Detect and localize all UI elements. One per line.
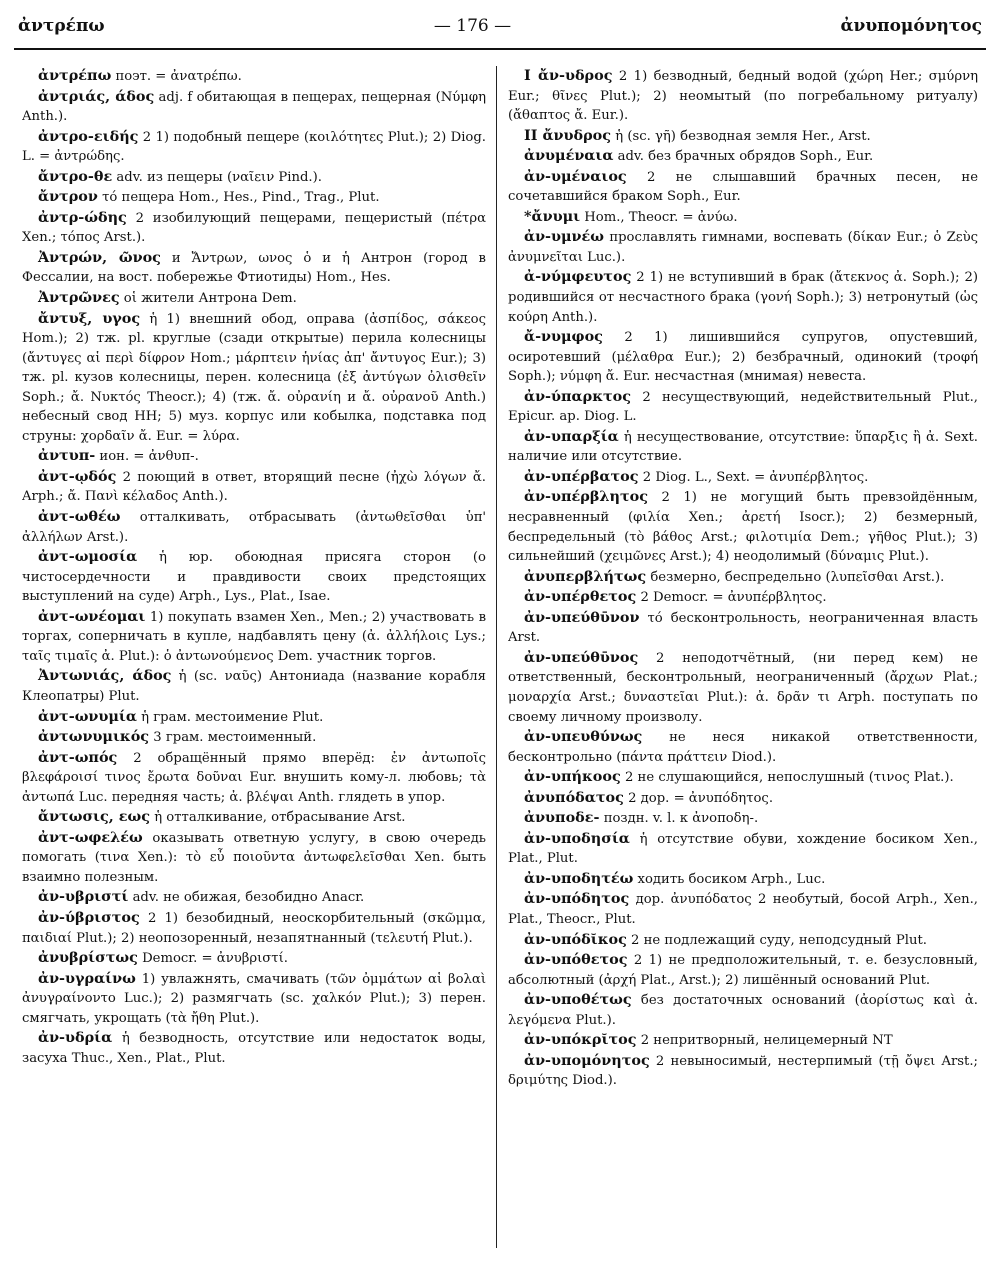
headword: ἀν-ύβριστος — [38, 908, 140, 926]
headword: ἀν-υπομόνητος — [524, 1051, 650, 1069]
definition: безмерно, беспредельно (λυπεῖσθαι Arst.). — [646, 569, 945, 585]
headword: ἀντ-ωπός — [38, 748, 118, 766]
headword: ἀν-υπέρθετος — [524, 588, 637, 606]
headword: ἀν-υπεύθῡνον — [524, 608, 640, 626]
headword: ἀνυποδε- — [524, 809, 600, 827]
headword: ἄντρον — [38, 188, 98, 206]
definition: прославлять гимнами, воспевать (δίκαν Eur.; ὁ Ζεὺς ἀνυμνεῖται Luc.). — [508, 230, 978, 265]
headword: ἀν-ύπαρκτος — [524, 387, 632, 405]
definition: поэт. = ἀνατρέπω. — [111, 69, 242, 84]
headword: ἀν-υπέρβλητος — [524, 488, 649, 506]
definition: 2 невыносимый, нестерпимый (τῇ ὄψει Arst.; δριμύτης Diod.). — [508, 1053, 978, 1089]
dictionary-entry — [22, 828, 486, 888]
headword: ἀν-υγραίνω — [38, 969, 136, 987]
definition: 1) увлажнять, смачивать (τῶν ὀμμάτων αἱ βολαὶ ἀνυγραίνοντο Luc.); 2) размягчать (sc. χαλκόν Plut.); 3) перен. смягчать, укрощать (τὰ ἤθη Plut.). — [22, 971, 486, 1026]
dictionary-entry — [22, 87, 486, 127]
headword: ἀν-υπευθύνως — [524, 728, 643, 746]
headword: ἀντρο-ειδής — [38, 127, 139, 145]
definition: adv. без брачных обрядов Soph., Eur. — [613, 149, 874, 165]
definition: ходить босиком Arph., Luc. — [633, 871, 826, 887]
headword: ἀνυπόδατος — [524, 788, 624, 806]
running-head-left: ἀντρέπω — [18, 16, 105, 36]
dictionary-entry — [508, 327, 978, 387]
dictionary-entry — [22, 127, 486, 167]
definition: ἡ 1) внешний обод, оправа (ἀσπίδος, σάκεος Hom.); 2) тж. pl. круглые (сзади открытые) перила колесницы (ἄντυγες αἱ περὶ δίφρον Hom.; μάρπτειν ἡνίας ἀπ' ἄντυγος Eur.); 3) тж. pl. кузов колесницы, перен. колесница (ἐξ ἀντύγων ὀλισθεῖν Soph.; ἄ. Νυκτός Theocr.); 4) (тж. ἄ. οὐρανίη и ἄ. οὐρανοῦ Anth.) небесный свод HH; 5) муз. корпус или кобылка, подставка под струны: χορδαῖν ἄ. Eur. = λύρα. — [22, 311, 486, 444]
page-header — [18, 16, 982, 46]
definition: не неся никакой ответственности, бесконтрольно (πάντα πράττειν Diod.). — [508, 730, 978, 765]
headword: ἀν-υπήκοος — [524, 768, 621, 786]
headword: ἀν-υπόθετος — [524, 951, 628, 969]
definition: поздн. v. l. к ἀνοποδη-. — [599, 811, 759, 827]
definition: ἡ несуществование, отсутствие: ὕπαρξις ἢ ἀ. Sext. наличие или отсутствие. — [508, 429, 978, 465]
definition: 2 1) безводный, бедный водой (χώρη Her.; σμύρνη Eur.; θῖνες Plut.); 2) неомытый (по погребальному ритуалу) (ἄθαπτος ἄ. Eur.). — [508, 69, 978, 124]
dictionary-entry — [508, 126, 978, 147]
definition: дор. ἀνυπόδατος 2 необутый, босой Arph., Xen., Plat., Theocr., Plut. — [508, 892, 978, 927]
headword: ἀντρ-ώδης — [38, 208, 127, 226]
dictionary-entry — [508, 146, 978, 167]
headword: ἀν-υποδητέω — [524, 869, 634, 887]
definition: ἡ юр. обоюдная присяга сторон (о чистосердечности и правдивости своих предстоящих выступлений на суде) Arph., Lys., Plat., Isae. — [22, 550, 486, 605]
dictionary-entry — [22, 607, 486, 667]
dictionary-entry — [508, 889, 978, 929]
headword: ἀνυπερβλήτως — [524, 567, 647, 585]
headword: ἀν-υποδησία — [524, 829, 630, 847]
definition: οἱ жители Антрона Dem. — [119, 291, 297, 307]
dictionary-entry — [508, 1030, 978, 1051]
headword: ἀν-υμνέω — [524, 228, 604, 246]
headword: ἄντρο-θε — [38, 167, 113, 185]
dictionary-entry — [22, 467, 486, 507]
definition: 2 дор. = ἀνυπόδητος. — [623, 790, 774, 806]
headword: ἀντ-ωνυμία — [38, 707, 137, 725]
definition: 2 поющий в ответ, вторящий песне (ἠχὼ λόγων ἄ. Arph.; ἄ. Πανὶ κέλαδος Anth.). — [22, 469, 486, 505]
dictionary-entry — [22, 948, 486, 969]
headword: ἀντυπ- — [38, 447, 96, 465]
dictionary-entry — [508, 788, 978, 809]
dictionary-entry — [22, 187, 486, 208]
dictionary-entry — [22, 507, 486, 547]
definition: ἡ (sc. ναῦς) Антониада (название корабля Клеопатры) Plut. — [22, 669, 486, 704]
definition: ἡ отсутствие обуви, хождение босиком Xen., Plat., Plut. — [508, 831, 978, 867]
headword: ἀν-υπόδητος — [524, 890, 630, 908]
headword: ἀνυβρίστως — [38, 949, 138, 967]
dictionary-entry — [22, 887, 486, 908]
definition: 2 неподотчётный, (ни перед кем) не ответственный, бесконтрольный, неограниченный (ἄρχων Plat.; μοναρχία Arst.; δυναστεῖαι Plut.): ἀ. δρᾶν τι Arph. поступать по своему личному произволу. — [508, 650, 978, 725]
right-column — [508, 66, 978, 1250]
dictionary-entry — [22, 167, 486, 188]
dictionary-entry — [508, 427, 978, 467]
dictionary-entry — [22, 309, 486, 447]
definition: 2 1) не предположительный, т. е. безусловный, абсолютный (ἀρχή Plat., Arst.); 2) лишённый оснований Plut. — [508, 953, 978, 988]
dictionary-entry — [508, 608, 978, 648]
running-head-right: ἀνυπομόνητος — [840, 16, 982, 36]
headword: ἀν-υδρία — [38, 1029, 113, 1047]
definition: 2 не подлежащий суду, неподсудный Plut. — [626, 932, 927, 948]
headword: ἄντωσις, εως — [38, 808, 151, 826]
headword: *ἄνυμι — [524, 207, 581, 225]
dictionary-entry — [508, 167, 978, 207]
headword: ἀν-υποθέτως — [524, 991, 632, 1009]
headword: ἀν-υπέρβατος — [524, 467, 639, 485]
definition: без достаточных оснований (ἀορίστως καὶ ἀ. λεγόμενα Plut.). — [508, 993, 978, 1028]
definition: τό бесконтрольность, неограниченная власть Arst. — [508, 610, 978, 646]
definition: 2 Diog. L., Sext. = ἀνυπέρβλητος. — [638, 469, 869, 485]
dictionary-entry — [22, 707, 486, 728]
headword: ἀντ-ωφελέω — [38, 828, 143, 846]
definition: 2 1) не могущий быть превзойдённым, несравненный (φιλία Xen.; ἀρετή Isocr.); 2) безмерный, беспредельный (τὸ βάθος Arst.; φιλοτιμία Dem.; γῆθος Plut.); 3) сильнейший (χειμῶνες Arst.); 4) неодолимый (δύναμις Plut.). — [508, 490, 978, 565]
dictionary-entry — [508, 207, 978, 228]
dictionary-entry — [22, 248, 486, 288]
definition: 2 1) безобидный, неоскорбительный (σκῶμμα, παιδιαί Plut.); 2) неопозоренный, незапятнанный (τελευτή Plut.). — [22, 910, 486, 946]
definition: Hom., Theocr. = ἀνύω. — [580, 209, 738, 225]
headword: ἀν-υπόδῐκος — [524, 930, 627, 948]
definition: ἡ грам. местоимение Plut. — [136, 709, 324, 725]
dictionary-entry — [508, 767, 978, 788]
headword: ἀνυμέναια — [524, 147, 614, 165]
definition: ἡ отталкивание, отбрасывание Arst. — [150, 810, 406, 826]
headword: ἀν-υβριστί — [38, 888, 129, 906]
definition: 2 обращённый прямо вперёд: ἐν ἀντωποῖς βλεφάροισί τινος ἔρωτα δοῦναι Eur. внушить кому-л. любовь; τὰ ἀντωπά Luc. передняя часть; ἀ. βλέψαι Anth. глядеть в упор. — [22, 750, 486, 805]
definition: adv. из пещеры (ναῖειν Pind.). — [112, 169, 322, 185]
left-column — [22, 66, 486, 1250]
dictionary-entry — [508, 227, 978, 267]
definition: 2 1) лишившийся супругов, опустевший, осиротевший (μέλαθρα Eur.); 2) безбрачный, одинокий (τροφή Soph.); νύμφη ἄ. Eur. несчастная (мнимая) невеста. — [508, 330, 978, 385]
headword: ἀντ-ωμοσία — [38, 548, 138, 566]
dictionary-entry — [508, 869, 978, 890]
definition: adv. не обижая, безобидно Anacr. — [128, 890, 365, 906]
dictionary-entry — [22, 1028, 486, 1068]
definition: ион. = ἀνθυπ-. — [95, 449, 199, 465]
dictionary-entry — [22, 969, 486, 1029]
column-divider — [496, 66, 497, 1248]
headword: ἀντ-ωθέω — [38, 508, 121, 526]
dictionary-entry — [508, 587, 978, 608]
definition: Democr. = ἀνυβριστί. — [137, 951, 288, 967]
dictionary-entry — [508, 990, 978, 1030]
definition: 2 изобилующий пещерами, пещеристый (πέτρα Xen.; τόπος Arst.). — [22, 210, 486, 246]
dictionary-entry — [508, 1051, 978, 1091]
dictionary-entry — [22, 908, 486, 948]
dictionary-entry — [508, 829, 978, 869]
headword: ἀντωνυμικός — [38, 728, 150, 746]
header-rule — [14, 48, 986, 50]
headword: ἀ-νύμφευτος — [524, 268, 632, 286]
headword: ἀντριάς, άδος — [38, 87, 155, 105]
dictionary-entry — [22, 66, 486, 87]
headword: ἀν-υπαρξία — [524, 427, 619, 445]
dictionary-entry — [508, 950, 978, 990]
definition: 2 не слушающийся, непослушный (τινος Plat.). — [620, 770, 954, 786]
headword: ἀντ-ωνέομαι — [38, 607, 146, 625]
dictionary-entry — [22, 748, 486, 808]
headword: ἀν-υπόκρῐτος — [524, 1031, 637, 1049]
definition: 2 не слышавший брачных песен, не сочетавшийся браком Soph., Eur. — [508, 169, 978, 205]
definition: отталкивать, отбрасывать (ἀντωθεῖσθαι ὑπ' ἀλλήλων Arst.). — [22, 510, 486, 545]
definition: оказывать ответную услугу, в свою очередь помогать (τινα Xen.): τὸ εὖ ποιοῦντα ἀντωφελεῖσθαι Xen. быть взаимно полезным. — [22, 830, 486, 885]
headword: ἀντρέπω — [38, 67, 112, 84]
page-number: — 176 — — [433, 16, 512, 36]
dictionary-entry — [508, 387, 978, 427]
definition: 2 Democr. = ἀνυπέρβλητος. — [636, 590, 827, 606]
dictionary-entry — [508, 808, 978, 829]
dictionary-entry — [508, 648, 978, 727]
definition: ἡ (sc. γῆ) безводная земля Her., Arst. — [611, 128, 871, 144]
definition: 1) покупать взамен Xen., Men.; 2) участвовать в торгах, соперничать в купле, надбавлять цену (ἀ. ἀλλήλοις Lys.; ταῖς τιμαῖς ἀ. Plut.): ὁ ἀντωνούμενος Dem. участник торгов. — [22, 609, 486, 664]
dictionary-entry — [508, 467, 978, 488]
definition: τό пещера Hom., Hes., Pind., Trag., Plut. — [97, 190, 380, 206]
dictionary-entry — [22, 208, 486, 248]
dictionary-entry — [508, 267, 978, 327]
definition: 2 1) не вступивший в брак (ἄτεκνος ἀ. Soph.); 2) родившийся от несчастного брака (γονή Soph.); 3) нетронутый (ὡς κούρη Anth.). — [508, 270, 978, 325]
definition: 2 1) подобный пещере (κοιλότητες Plut.); 2) Diog. L. = ἀντρώδης. — [22, 129, 486, 165]
headword: Ἀντωνιάς, άδος — [38, 667, 172, 685]
headword: II ἄνυδρος — [524, 126, 612, 144]
dictionary-entry — [22, 288, 486, 309]
headword: I ἄν-υδρος — [524, 67, 613, 84]
headword: ἀν-υμέναιος — [524, 167, 627, 185]
dictionary-entry — [508, 487, 978, 566]
dictionary-entry — [22, 547, 486, 607]
headword: ἀν-υπεύθῡνος — [524, 648, 639, 666]
headword: Ἀντρῶνες — [38, 289, 120, 307]
definition: ἡ безводность, отсутствие или недостаток воды, засуха Thuc., Xen., Plat., Plut. — [22, 1031, 486, 1066]
headword: ἄντυξ, υγος — [38, 309, 141, 327]
dictionary-entry — [22, 807, 486, 828]
definition: 2 несуществующий, недействительный Plut., Epicur. ap. Diog. L. — [508, 389, 978, 425]
definition: adj. f обитающая в пещерах, пещерная (Νύμφη Anth.). — [22, 89, 486, 125]
headword: ἀντ-ῳδός — [38, 467, 117, 485]
headword: ἄ-νυμφος — [524, 328, 603, 346]
dictionary-entry — [22, 666, 486, 706]
dictionary-entry — [508, 66, 978, 126]
dictionary-entry — [508, 930, 978, 951]
headword: Ἀντρών, ῶνος — [38, 248, 161, 266]
dictionary-entry — [508, 727, 978, 767]
definition: 3 грам. местоименный. — [149, 730, 317, 746]
dictionary-entry — [22, 446, 486, 467]
definition: и Ἄντρων, ωνος ὁ и ἡ Антрон (город в Фессалии, на вост. побережье Фтиотиды) Hom., Hes. — [22, 250, 486, 286]
dictionary-entry — [508, 567, 978, 588]
definition: 2 непритворный, нелицемерный NT — [636, 1033, 893, 1049]
dictionary-entry — [22, 727, 486, 748]
